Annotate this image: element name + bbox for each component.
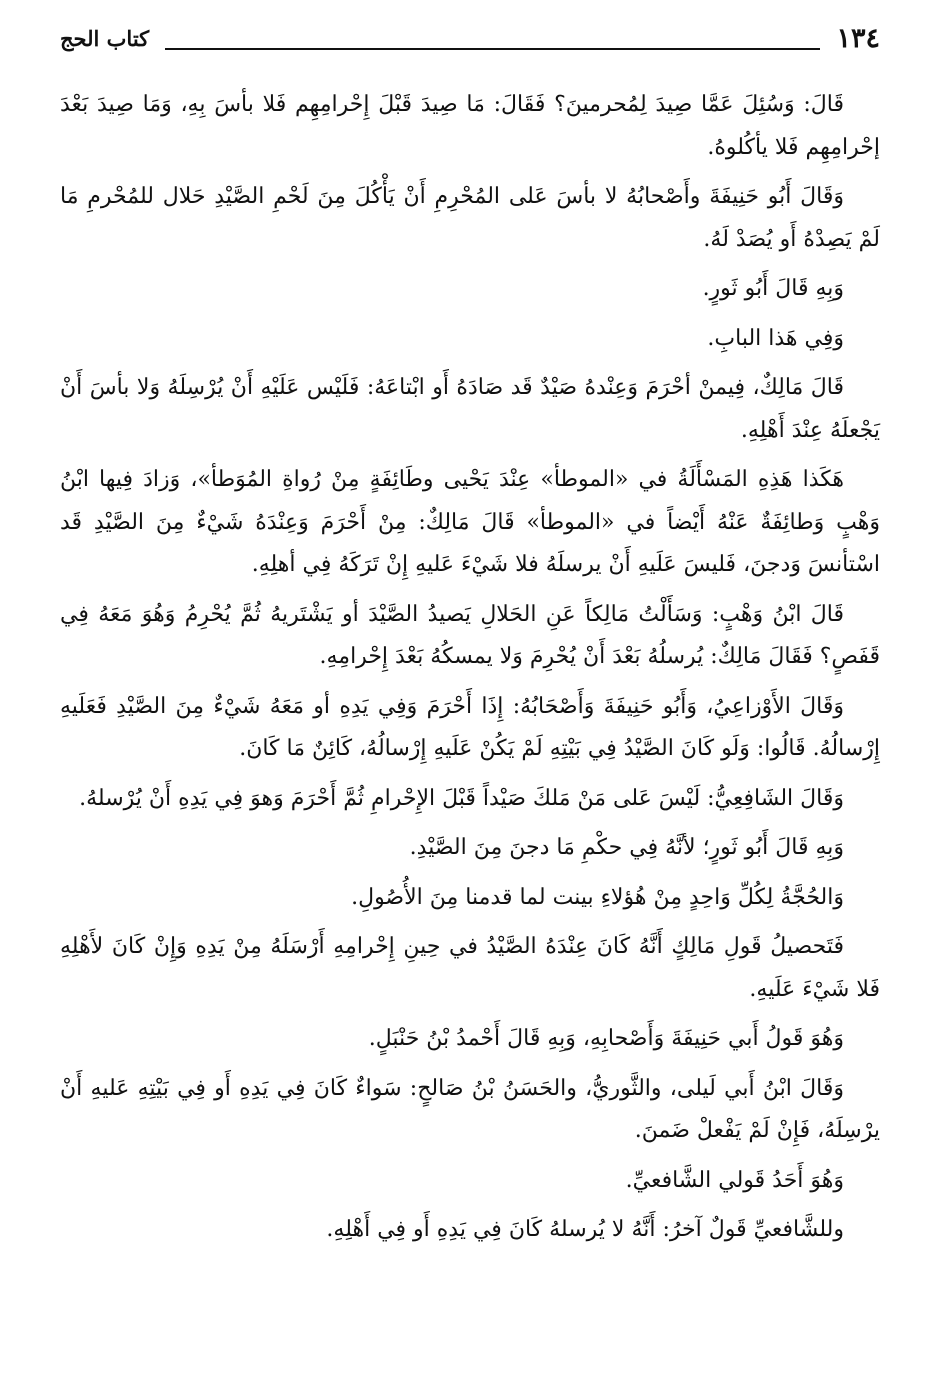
book-title: كتاب الحج (60, 25, 150, 51)
paragraph: قَالَ: وَسُئِلَ عَمَّا صِيدَ لِمُحرمينَ؟ فَقَالَ: مَا صِيدَ قَبْلَ إِحْرامِهِم فَلا بأسَ بِهِ، وَمَا صِيدَ بَعْدَ إحْرامِهِم فَلا يأكُلوهُ. (60, 92, 880, 160)
page-number: ١٣٤ (836, 22, 880, 54)
paragraph: قَالَ ابْنُ وَهْبٍ: وَسَأَلْتُ مَالِكاً عَنِ الحَلالِ يَصيدُ الصَّيْدَ أو يَشْتَريهُ ثُمَّ يُحْرِمُ وَهُوَ مَعَهُ فِي قَفَصٍ؟ فَقَالَ مَالِكٌ: يُرسلُهُ بَعْدَ أَنْ يُحْرِمَ وَلا يمسكُهُ بَعْدَ إِحْرامِهِ. (60, 601, 880, 669)
paragraph: وَفِي هَذا البابِ. (707, 325, 844, 351)
paragraph: وَقَالَ أَبُو حَنِيفَةَ وأَصْحابُهُ لا بأسَ عَلى المُحْرِمِ أَنْ يَأْكُلَ مِنَ لَحْمِ الصَّيْدِ حَلال للمُحْرمِ مَا لَمْ يَصِدْهُ أَو يُصَدْ لَهُ. (60, 184, 880, 252)
paragraph: وَالحُجَّةُ لِكُلِّ وَاحِدٍ مِنْ هُؤلاءِ بينت لما قدمنا مِنَ الأُصُولِ. (351, 884, 844, 910)
paragraph: فَتَحصيلُ قَولِ مَالِكٍ أَنَّهُ كَانَ عِنْدَهُ الصَّيْدُ في حِينِ إِحْرامِهِ أَرْسَلَهُ مِنْ يَدِهِ وَإِنْ كَانَ لأَهْلِهِ فَلا شَيْءَ عَلَيهِ. (60, 934, 880, 1002)
paragraph: وَهُوَ أَحَدُ قَولي الشَّافعيِّ. (625, 1167, 844, 1193)
paragraph: وَقَالَ الأَوْزاعِيُ، وَأَبُو حَنِيفَةَ وَأَصْحَابُهُ: إِذَا أَحْرَمَ وَفِي يَدِهِ أو مَعَهُ شَيْءٌ مِنَ الصَّيْدِ فَعَلَيهِ إِرْسالُهُ. قَالُوا: وَلَو كَانَ الصَّيْدُ فِي بَيْتِهِ لَمْ يَكُنْ عَلَيهِ إِرْسالُهُ، كَائِنٌ مَا كَانَ. (60, 693, 880, 761)
running-header (60, 18, 880, 58)
paragraph: وَبِهِ قَالَ أَبُو ثَورٍ. (702, 276, 844, 301)
paragraph: وللشَّافعيِّ قَولٌ آخرُ: أَنَّهُ لا يُرسلهُ كَانَ فِي يَدِهِ أَو فِي أَهْلِهِ. (326, 1217, 844, 1242)
book-page (60, 18, 880, 1368)
paragraph: قَالَ مَالِكٌ، فِيمنْ أحْرَمَ وَعِنْدهُ صَيْدٌ قَد صَادَهُ أَو ابْتاعَهُ: فَلَيْس عَلَيْهِ أَنْ يُرْسِلَهُ وَلا بأسَ أَنْ يَجْعلَهُ عِنْدَ أَهْلِهِ. (60, 375, 880, 443)
header-rule (165, 48, 820, 50)
paragraph: وَقَالَ ابْنُ أَبي لَيلى، والثَّوريُّ، والحَسَنُ بْنُ صَالحٍ: سَواءٌ كَانَ فِي يَدِهِ أَو فِي بَيْتِهِ عَليهِ أَنْ يرْسِلَهُ، فَإِنْ لَمْ يَفْعلْ ضَمنَ. (60, 1075, 880, 1143)
paragraph: هَكَذا هَذِهِ المَسْأَلَةُ في «الموطأ» عِنْدَ يَحْيى وطَائِفَةٍ مِنْ رُواةِ المُوَطأ»، وَزادَ فِيها ابْنُ وَهْبٍ وَطائِفَةٌ عَنْهُ أَيْضاً في «الموطأ» قَالَ مَالِكٌ: مِنْ أَحْرَمَ وَعِنْدَهُ شَيْءٌ مِنَ الصَّيْدِ قَد اسْتأنسَ وَدجنَ، فَليسَ عَلَيهِ أَنْ يرسلَهُ فلا شَيْءَ عَليهِ إِنْ تَرَكَهُ فِي أهلِهِ. (60, 467, 880, 577)
paragraph: وَبِهِ قَالَ أَبُو ثَورٍ؛ لأنَّهُ فِي حكْمِ مَا دجنَ مِنَ الصَّيْدِ. (409, 835, 844, 860)
body-text (60, 84, 880, 1252)
paragraph: وَقَالَ الشَافِعِيُّ: لَيْسَ عَلى مَنْ مَلكَ صَيْداً قَبْلَ الإِحْرامِ ثُمَّ أَحْرَمَ وَهوَ فِي يَدِهِ أَنْ يُرْسلهُ. (79, 785, 844, 811)
paragraph: وَهُوَ قَولُ أَبي حَنِيفَةَ وَأَصْحابِهِ، وَبِهِ قَالَ أَحْمدُ بْنُ حَنْبَلٍ. (368, 1026, 844, 1051)
